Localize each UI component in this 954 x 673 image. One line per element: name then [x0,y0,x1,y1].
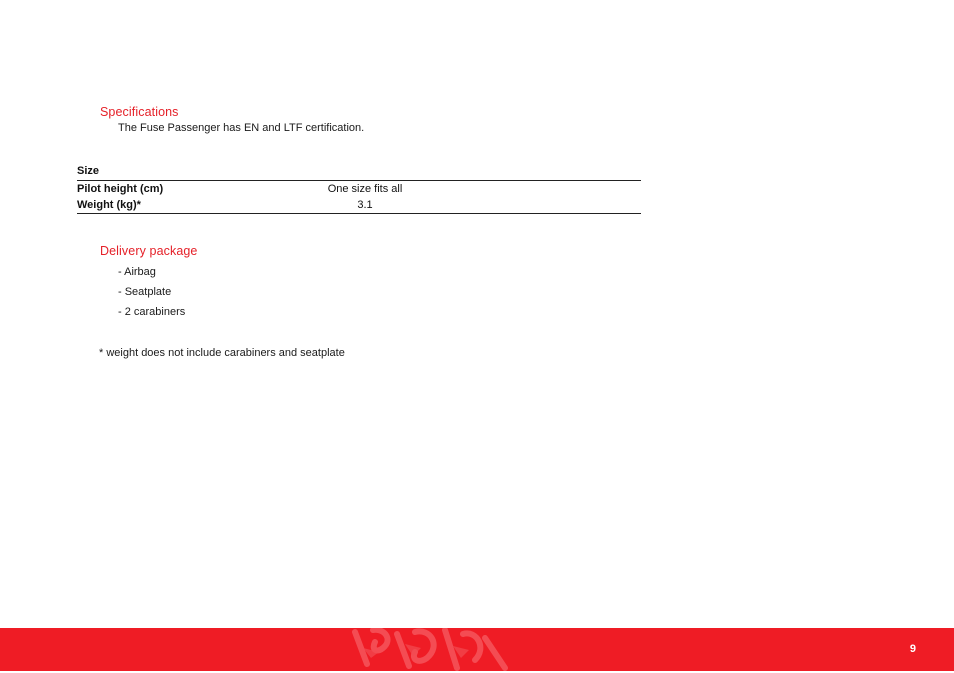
row-spacer [425,197,641,214]
specifications-heading: Specifications [100,105,179,119]
size-table-header-row [77,163,641,181]
certification-text: The Fuse Passenger has EN and LTF certification. [118,122,365,134]
row-spacer [425,181,641,198]
row-value: One size fits all [327,183,403,195]
footer-bar [0,628,954,671]
table-row [77,197,641,214]
weight-footnote: * weight does not include carabiners and seatplate [99,347,345,359]
size-table [77,163,641,214]
page-number: 9 [909,643,916,655]
size-table-header: Size [77,163,641,181]
row-label: Pilot height (cm) [77,183,164,195]
delivery-list [118,265,185,325]
row-label: Weight (kg)* [77,197,305,214]
list-item: - Airbag [118,266,156,278]
row-value: 3.1 [305,197,425,214]
brand-logo-watermark-icon [345,628,515,671]
list-item: - 2 carabiners [118,306,186,318]
table-row [77,181,641,198]
delivery-heading: Delivery package [100,244,198,258]
list-item: - Seatplate [118,286,172,298]
